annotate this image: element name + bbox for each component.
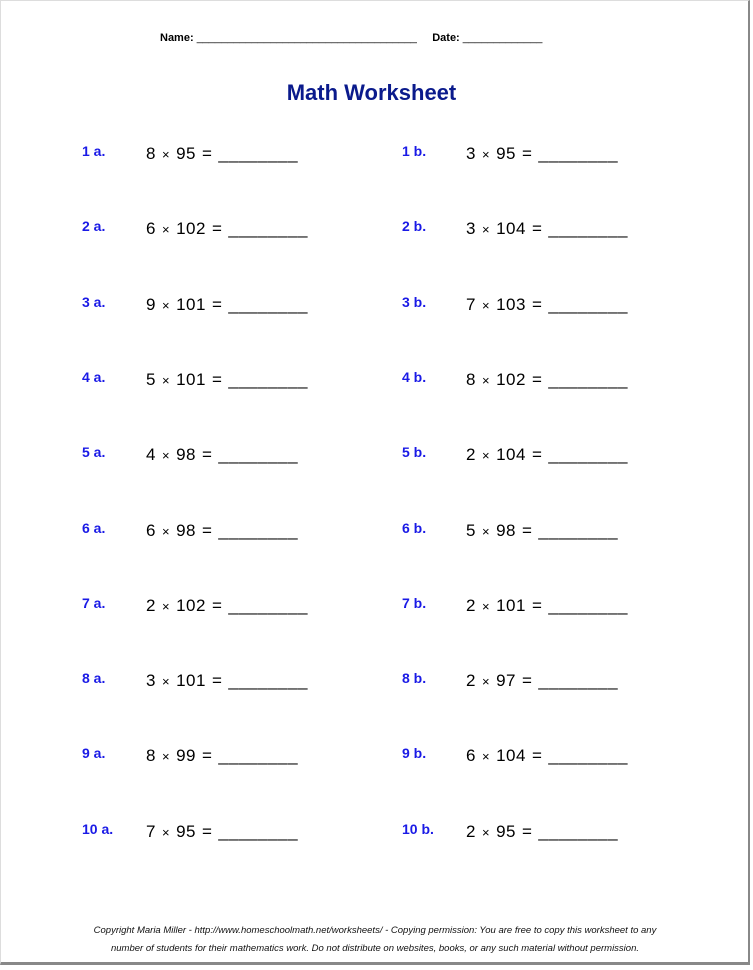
problem-label: 8 b. xyxy=(402,670,427,687)
answer-blank[interactable]: ________ xyxy=(548,445,629,465)
operand-b: 104 xyxy=(496,746,526,766)
problem-label: 2 b. xyxy=(402,218,427,235)
answer-blank[interactable]: ________ xyxy=(548,369,629,389)
operand-a: 3 xyxy=(146,671,156,691)
equals-sign: = xyxy=(201,445,213,465)
operand-b: 102 xyxy=(496,369,526,389)
times-sign: × xyxy=(161,598,171,614)
equals-sign: = xyxy=(211,369,223,389)
answer-blank[interactable]: ________ xyxy=(228,671,309,691)
answer-blank[interactable]: ________ xyxy=(218,445,299,465)
answer-blank[interactable]: ________ xyxy=(228,219,309,239)
operand-a: 6 xyxy=(146,520,156,540)
operand-a: 5 xyxy=(466,520,476,540)
problem-expression xyxy=(146,671,308,691)
times-sign: × xyxy=(161,297,171,313)
problem-expression xyxy=(146,822,298,842)
times-sign: × xyxy=(161,147,171,162)
operand-b: 102 xyxy=(176,219,206,239)
operand-a: 5 xyxy=(146,369,156,389)
equals-sign: = xyxy=(521,821,533,841)
answer-blank[interactable]: ________ xyxy=(218,520,299,540)
answer-blank[interactable]: ________ xyxy=(218,821,299,841)
operand-b: 101 xyxy=(176,294,206,314)
answer-blank[interactable]: ________ xyxy=(218,144,299,163)
date-label: Date: xyxy=(432,32,460,44)
operand-b: 98 xyxy=(176,445,196,465)
times-sign: × xyxy=(161,674,171,690)
times-sign: × xyxy=(481,824,491,840)
footer-line-2: number of students for their mathematics work. Do not distribute on websites, books, or any such material without permission. xyxy=(110,943,639,954)
operand-a: 2 xyxy=(466,595,476,615)
problem-expression xyxy=(466,596,628,616)
operand-a: 8 xyxy=(146,144,156,163)
times-sign: × xyxy=(481,523,491,539)
date-line: _____________ xyxy=(462,32,543,44)
equals-sign: = xyxy=(521,520,533,540)
name-date-row xyxy=(160,32,542,44)
problem-label: 10 b. xyxy=(402,820,434,837)
problem-expression xyxy=(466,295,628,315)
operand-a: 4 xyxy=(146,445,156,465)
times-sign: × xyxy=(481,674,491,690)
times-sign: × xyxy=(481,372,491,388)
problem-expression xyxy=(466,370,628,390)
operand-a: 2 xyxy=(466,445,476,465)
operand-b: 95 xyxy=(176,821,196,841)
problem-label: 3 a. xyxy=(82,293,106,310)
problem-expression xyxy=(146,219,308,239)
problem-expression xyxy=(466,144,618,164)
operand-b: 104 xyxy=(496,219,526,239)
equals-sign: = xyxy=(531,294,543,314)
equals-sign: = xyxy=(521,671,533,691)
times-sign: × xyxy=(161,523,171,539)
answer-blank[interactable]: ________ xyxy=(228,595,309,615)
answer-blank[interactable]: ________ xyxy=(228,294,309,314)
problem-label: 4 a. xyxy=(82,368,106,385)
equals-sign: = xyxy=(201,746,213,766)
problem-expression xyxy=(146,596,308,616)
times-sign: × xyxy=(481,297,491,313)
operand-a: 6 xyxy=(466,746,476,766)
operand-b: 95 xyxy=(496,144,516,163)
operand-b: 98 xyxy=(496,520,516,540)
answer-blank[interactable]: ________ xyxy=(538,144,619,163)
problem-label: 6 b. xyxy=(402,519,427,536)
operand-a: 7 xyxy=(466,294,476,314)
times-sign: × xyxy=(481,598,491,614)
name-line: ____________________________________ xyxy=(196,32,417,44)
operand-b: 98 xyxy=(176,520,196,540)
problem-expression xyxy=(146,144,298,164)
operand-a: 3 xyxy=(466,144,476,163)
times-sign: × xyxy=(161,824,171,840)
equals-sign: = xyxy=(531,746,543,766)
operand-b: 95 xyxy=(176,144,196,163)
operand-a: 3 xyxy=(466,219,476,239)
answer-blank[interactable]: ________ xyxy=(538,520,619,540)
times-sign: × xyxy=(161,749,171,765)
equals-sign: = xyxy=(531,219,543,239)
operand-b: 101 xyxy=(176,671,206,691)
operand-b: 95 xyxy=(496,821,516,841)
problem-label: 5 a. xyxy=(82,444,106,461)
operand-b: 102 xyxy=(176,595,206,615)
times-sign: × xyxy=(161,222,171,238)
equals-sign: = xyxy=(521,144,533,163)
operand-a: 8 xyxy=(146,746,156,766)
problem-expression xyxy=(146,746,298,766)
operand-b: 103 xyxy=(496,294,526,314)
problem-expression xyxy=(146,445,298,465)
problem-expression xyxy=(466,445,628,465)
name-label: Name: xyxy=(160,32,194,44)
equals-sign: = xyxy=(531,445,543,465)
equals-sign: = xyxy=(201,520,213,540)
answer-blank[interactable]: ________ xyxy=(548,219,629,239)
problem-label: 2 a. xyxy=(82,218,106,235)
problem-expression xyxy=(146,295,308,315)
answer-blank[interactable]: ________ xyxy=(228,369,309,389)
problem-label: 8 a. xyxy=(82,670,106,687)
operand-a: 7 xyxy=(146,821,156,841)
answer-blank[interactable]: ________ xyxy=(538,821,619,841)
problem-label: 6 a. xyxy=(82,519,106,536)
times-sign: × xyxy=(161,448,171,464)
answer-blank[interactable]: ________ xyxy=(548,595,629,615)
operand-b: 101 xyxy=(496,595,526,615)
equals-sign: = xyxy=(211,219,223,239)
equals-sign: = xyxy=(211,671,223,691)
problem-label: 9 b. xyxy=(402,745,427,762)
equals-sign: = xyxy=(201,821,213,841)
worksheet-title: Math Worksheet xyxy=(286,80,457,105)
copyright-footer xyxy=(0,922,750,958)
operand-b: 104 xyxy=(496,445,526,465)
problem-expression xyxy=(466,671,618,691)
times-sign: × xyxy=(481,147,491,162)
problem-expression xyxy=(466,521,618,541)
times-sign: × xyxy=(481,448,491,464)
problem-label: 1 b. xyxy=(402,143,427,159)
problem-label: 7 b. xyxy=(402,594,427,611)
equals-sign: = xyxy=(531,369,543,389)
equals-sign: = xyxy=(211,294,223,314)
times-sign: × xyxy=(481,222,491,238)
answer-blank[interactable]: ________ xyxy=(548,746,629,766)
operand-a: 6 xyxy=(146,219,156,239)
operand-a: 2 xyxy=(146,595,156,615)
operand-b: 99 xyxy=(176,746,196,766)
times-sign: × xyxy=(481,749,491,765)
operand-b: 101 xyxy=(176,369,206,389)
operand-a: 9 xyxy=(146,294,156,314)
operand-a: 2 xyxy=(466,821,476,841)
footer-line-1: Copyright Maria Miller - http://www.homeschoolmath.net/worksheets/ - Copying permission: You are free to copy this worksheet to any xyxy=(93,925,657,936)
problem-expression xyxy=(146,370,308,390)
equals-sign: = xyxy=(201,144,213,163)
problem-label: 4 b. xyxy=(402,368,427,385)
operand-a: 8 xyxy=(466,369,476,389)
problem-label: 1 a. xyxy=(82,143,106,159)
problem-expression xyxy=(466,746,628,766)
problem-label: 7 a. xyxy=(82,594,106,611)
problem-expression xyxy=(466,822,618,842)
operand-a: 2 xyxy=(466,671,476,691)
problem-label: 3 b. xyxy=(402,293,427,310)
answer-blank[interactable]: ________ xyxy=(218,746,299,766)
problem-expression xyxy=(466,219,628,239)
equals-sign: = xyxy=(211,595,223,615)
problem-label: 5 b. xyxy=(402,444,427,461)
times-sign: × xyxy=(161,372,171,388)
problem-label: 9 a. xyxy=(82,745,106,762)
answer-blank[interactable]: ________ xyxy=(538,671,619,691)
equals-sign: = xyxy=(531,595,543,615)
problem-expression xyxy=(146,521,298,541)
problem-label: 10 a. xyxy=(82,820,114,837)
operand-b: 97 xyxy=(496,671,516,691)
answer-blank[interactable]: ________ xyxy=(548,294,629,314)
